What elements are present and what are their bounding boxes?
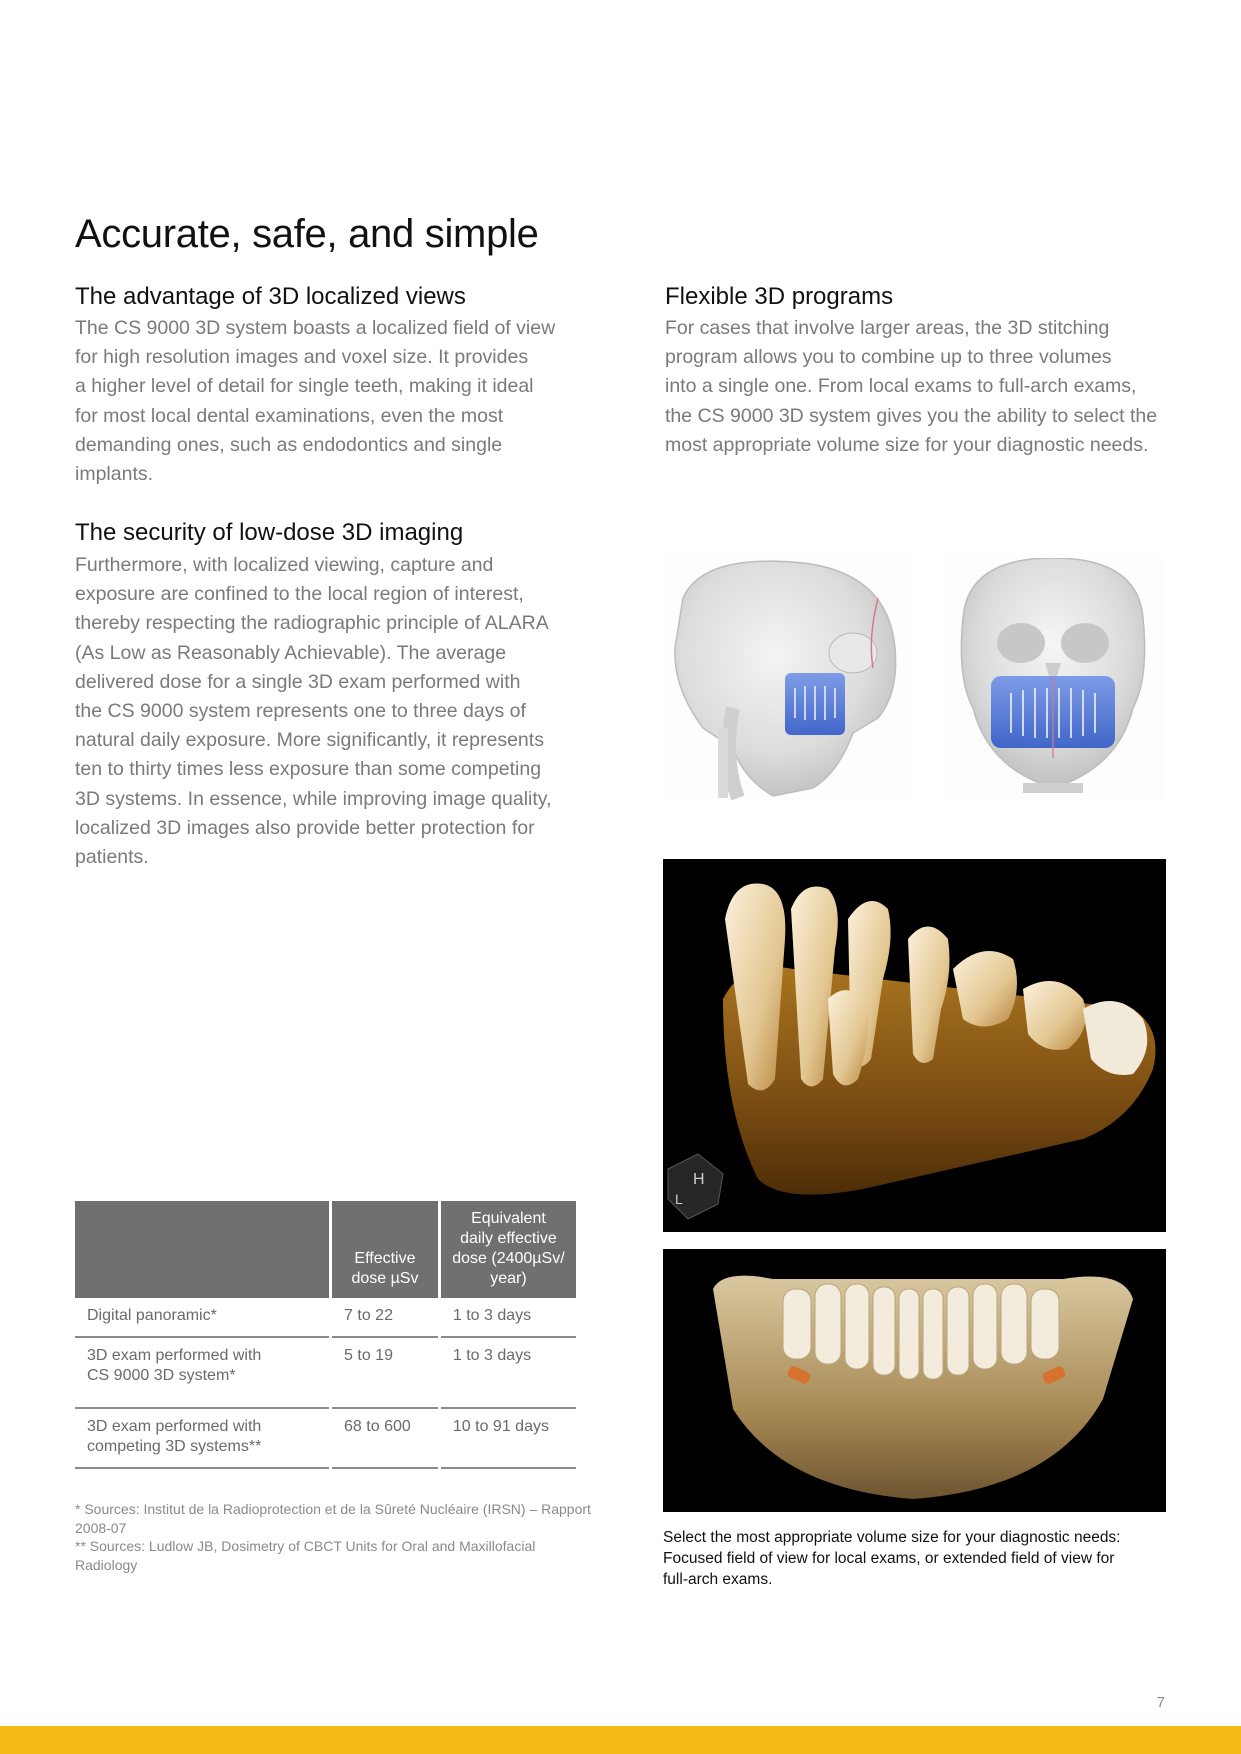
text-line: a higher level of detail for single teeth, making it ideal	[75, 375, 534, 398]
header-line: Equivalent	[471, 1210, 546, 1227]
jaw-fullarch-illustration	[663, 1249, 1166, 1512]
text-line: patients.	[75, 846, 149, 869]
text-line: program allows you to combine up to three volumes	[665, 346, 1112, 369]
text-line: exposure are confined to the local region of interest,	[75, 583, 524, 606]
cell-line: CS 9000 3D system*	[87, 1367, 236, 1384]
text-line: ten to thirty times less exposure than some competing	[75, 758, 542, 781]
cell-dose: 7 to 22	[331, 1298, 440, 1337]
caption-line: Select the most appropriate volume size for your diagnostic needs:	[663, 1529, 1121, 1546]
cell-line: 3D exam performed with	[87, 1347, 262, 1364]
cube-letter-h: H	[693, 1171, 705, 1188]
footnote-ludlow	[75, 1537, 535, 1574]
footnote-line: 2008-07	[75, 1519, 127, 1536]
table-header-equivalent-dose	[439, 1201, 576, 1298]
table-row	[75, 1298, 576, 1337]
cell-dose: 5 to 19	[331, 1337, 440, 1408]
header-line: dose µSv	[351, 1270, 419, 1287]
skull-front-xray-image	[943, 558, 1163, 800]
cell-exam	[75, 1298, 331, 1337]
dose-comparison-table	[75, 1201, 576, 1469]
text-line: most appropriate volume size for your diagnostic needs.	[665, 433, 1149, 456]
cell-exam	[75, 1337, 331, 1408]
header-line: year)	[490, 1270, 527, 1287]
skull-side-illustration	[663, 558, 913, 800]
teeth-closeup-illustration	[663, 859, 1166, 1232]
text-line: Furthermore, with localized viewing, capture and	[75, 554, 494, 576]
teeth-3d-closeup-image	[663, 859, 1166, 1232]
footnote-line: Radiology	[75, 1556, 138, 1573]
cell-line: 3D exam performed with	[87, 1418, 262, 1435]
cell-days: 1 to 3 days	[439, 1337, 576, 1408]
cube-letter-l: L	[675, 1191, 683, 1207]
footnote-line: * Sources: Institut de la Radioprotection et de la Sûreté Nucléaire (IRSN) – Rapport	[75, 1501, 591, 1517]
text-line: the CS 9000 3D system gives you the ability to select the	[665, 404, 1158, 427]
caption-line: full-arch exams.	[663, 1571, 773, 1588]
header-line: dose (2400µSv/	[452, 1250, 565, 1267]
text-line: 3D systems. In essence, while improving image quality,	[75, 787, 552, 810]
text-line: for most local dental examinations, even the most	[75, 404, 504, 427]
page-title: Accurate, safe, and simple	[75, 212, 539, 256]
paragraph-advantage	[75, 314, 555, 489]
cell-line: competing 3D systems**	[87, 1438, 262, 1455]
text-line: thereby respecting the radiographic principle of ALARA	[75, 612, 549, 635]
table-header-row	[75, 1201, 576, 1298]
heading-advantage: The advantage of 3D localized views	[75, 283, 466, 310]
accent-footer-bar	[0, 1726, 1241, 1754]
paragraph-security	[75, 551, 552, 872]
text-line: The CS 9000 3D system boasts a localized field of view	[75, 317, 556, 339]
text-line: implants.	[75, 463, 154, 486]
header-line: daily effective	[460, 1230, 557, 1247]
cell-dose: 68 to 600	[331, 1408, 440, 1468]
text-line: the CS 9000 system represents one to three days of	[75, 700, 526, 723]
heading-security: The security of low-dose 3D imaging	[75, 519, 464, 546]
text-line: demanding ones, such as endodontics and single	[75, 433, 503, 456]
table-row	[75, 1408, 576, 1468]
cell-exam	[75, 1408, 331, 1468]
text-line: delivered dose for a single 3D exam performed with	[75, 670, 521, 693]
paragraph-flexible	[665, 314, 1157, 460]
table-header-exam	[75, 1201, 331, 1298]
text-line: (As Low as Reasonably Achievable). The average	[75, 641, 507, 664]
text-line: for high resolution images and voxel size. It provides	[75, 346, 529, 369]
caption-line: Focused field of view for local exams, or extended field of view for	[663, 1550, 1115, 1567]
table-header-effective-dose	[331, 1201, 440, 1298]
cell-days: 10 to 91 days	[439, 1408, 576, 1468]
image-caption	[663, 1527, 1143, 1590]
orientation-cube	[668, 1154, 723, 1219]
heading-flexible: Flexible 3D programs	[665, 283, 894, 310]
cell-days: 1 to 3 days	[439, 1298, 576, 1337]
jaw-3d-fullarch-image	[663, 1249, 1166, 1512]
table-row	[75, 1337, 576, 1408]
footnote-irsn	[75, 1500, 591, 1537]
cell-line: Digital panoramic*	[87, 1307, 217, 1324]
text-line: For cases that involve larger areas, the 3D stitching	[665, 317, 1110, 339]
skull-front-illustration	[943, 558, 1163, 800]
text-line: into a single one. From local exams to full-arch exams,	[665, 375, 1137, 398]
skull-side-xray-image	[663, 558, 913, 800]
text-line: localized 3D images also provide better protection for	[75, 816, 535, 839]
footnote-line: ** Sources: Ludlow JB, Dosimetry of CBCT Units for Oral and Maxillofacial	[75, 1538, 536, 1554]
page-number: 7	[1156, 1694, 1165, 1711]
header-line: Effective	[354, 1250, 416, 1267]
text-line: natural daily exposure. More significantly, it represents	[75, 729, 544, 752]
